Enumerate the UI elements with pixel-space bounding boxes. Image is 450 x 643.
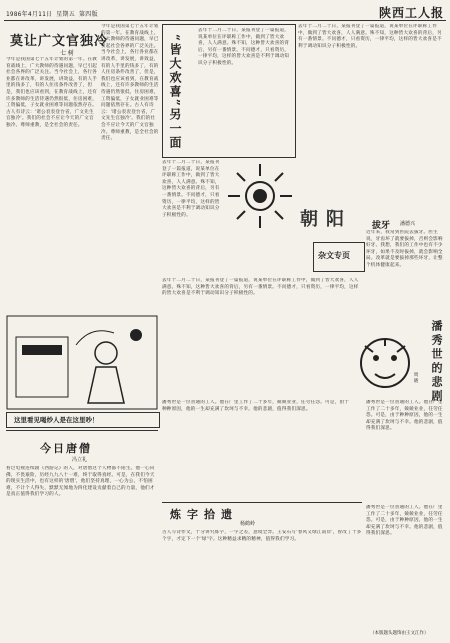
- article-body: 去年十二月二十日，某报刊登了一篇报道，说某单位在评职称工作中，做到了皆大欢喜，人人满意。殊不知，这种皆大欢喜的背后，另有一番情景。不问德才，只看资历，一律平均，这样的皆大欢喜是不利于调动知识分子积极性的。: [198, 28, 290, 66]
- article-author: 七 树: [60, 50, 74, 57]
- article-title-vertical: “皆大欢喜”另一面: [168, 34, 182, 150]
- article-title: 拔牙: [372, 221, 391, 231]
- article-body: 今年是我国第七个五年计划的第一年。在教育战线上，广大教师的待遇问题，早已引起社会各界的广泛关注。当今社会上，各行各业都在讲改革，讲发展，讲效益，有的人手里的钱多了，有的人住房条件改善了，但是，我们也应该看到，在教育战线上，还有许多教师的生活待遇仍然很低，住房困难，工资偏低，子女就业困难等问题依然存在。古人有诗云：'诸公衮衮登台省，广文先生官独冷'。我们的社会不应让今天的广文官独冷。尊师重教，是全社会的责任。: [6, 57, 98, 128]
- article-title: 莫让广文官独冷: [10, 34, 109, 49]
- article-author: 周 晓: [413, 372, 418, 383]
- header-rule: [4, 20, 446, 21]
- page-header: [4, 4, 446, 18]
- article-body: 看过电视连续剧《西游记》的人，对唐僧这个人物都不陌生。他一心向佛，不畏艰险，历经九九八十一难，终于取得真经。可是，在我们今天的现实生活中，也有这样的'唐僧'，他们坚持真理，一心为公，不怕困难，不计个人得失，默默无闻地为四化建设贡献着自己的力量，他们才是真正值得我们学习的人。: [6, 466, 155, 498]
- article-body: 潘秀世是一位普通的工人。他在厂里工作了二十多年，兢兢业业，任劳任怨。可是，由于种种原因，他的一生却充满了坎坷与不幸。他的悲剧，值得我们深思。: [366, 505, 443, 537]
- cartoon-caption: 这里看见喝炒人是在这里吵！: [14, 416, 99, 424]
- article-author: 杨鹤岭: [240, 521, 256, 527]
- article-body: 潘秀世是一位普通的工人。他在厂里工作了二十多年，兢兢业业，任劳任怨。可是，由于种种原因，他的一生却充满了坎坷与不幸。他的悲剧，值得我们深思。: [366, 400, 443, 432]
- article-body: 古人写诗作文，十分讲究炼字，一字之差，意境全异。王安石写'春风又绿江南岸'，曾改了十多个字，才定下一个'绿'字。这种精益求精的精神，值得我们学习。: [162, 530, 362, 542]
- face-illustration: [355, 330, 415, 396]
- article-title: 炼字拾遗: [170, 508, 238, 521]
- article-body-cont: 去年十二月二十日，某报刊登了一篇报道，说某单位在评职称工作中，做到了皆大欢喜，人人满意。殊不知，这种皆大欢喜的背后，另有一番情景。不问德才，只看资历，一律平均，这样的皆大欢喜是不利于调动知识分子积极性的。: [298, 24, 442, 49]
- article-body: 潘秀世是一位普通的工人。他在厂里工作了二十多年，兢兢业业，任劳任怨。可是，由于种种原因，他的一生却充满了坎坷与不幸。他的悲剧，值得我们深思。: [162, 400, 349, 412]
- footer-note: （本版题头题饰由王文江作）: [370, 631, 429, 636]
- article-body-cont: 今年是我国第七个五年计划的第一年。在教育战线上，广大教师的待遇问题，早已引起社会各界的广泛关注。当今社会上，各行各业都在讲改革，讲发展，讲效益，有的人手里的钱多了，有的人住房条件改善了，但是，我们也应该看到，在教育战线上，还有许多教师的生活待遇仍然很低，住房困难，工资偏低，子女就业困难等问题依然存在。古人有诗云：'诸公衮衮登台省，广文先生官独冷'。我们的社会不应让今天的广文官独冷。尊师重教，是全社会的责任。: [101, 24, 159, 142]
- article-author: 潘德兴: [400, 221, 416, 227]
- section-rule: [162, 502, 362, 503]
- issue-date: 1986年4月11日 星期五 第四版: [6, 11, 98, 18]
- cartoon-illustration: [6, 315, 158, 410]
- article-body: 去年十二月二十日，某报刊登了一篇报道，说某单位在评职称工作中，做到了皆大欢喜，人人满意。殊不知，这种皆大欢喜的背后，另有一番情景。不问德才，只看资历，一律平均，这样的皆大欢喜是不利于调动知识分子积极性的。: [162, 160, 220, 218]
- article-author: 冯立礼: [72, 457, 88, 463]
- article-body: 近年来，我常到医院去拔牙。医生说，牙齿坏了就要拔掉，否则会影响好牙。我想，我们的工作中也有不少坏牙，如果不及时拔掉，就会影响全局。改革就是要拔掉那些坏牙，让整个机体健康起来。: [366, 230, 443, 268]
- sun-illustration-icon: [224, 160, 296, 232]
- special-tag: 杂文专页: [318, 250, 350, 260]
- article-title-vertical: 潘秀世的悲剧: [430, 320, 443, 404]
- masthead: 陕西工人报: [378, 6, 444, 20]
- column-heading: 朝阳: [300, 209, 352, 230]
- article-body: 去年十二月二十日，某报刊登了一篇报道，说某单位在评职称工作中，做到了皆大欢喜，人人满意。殊不知，这种皆大欢喜的背后，另有一番情景。不问德才，只看资历，一律平均，这样的皆大欢喜是不利于调动知识分子积极性的。: [162, 278, 359, 297]
- article-title: 今日唐僧: [40, 442, 92, 455]
- section-rule: [6, 430, 158, 431]
